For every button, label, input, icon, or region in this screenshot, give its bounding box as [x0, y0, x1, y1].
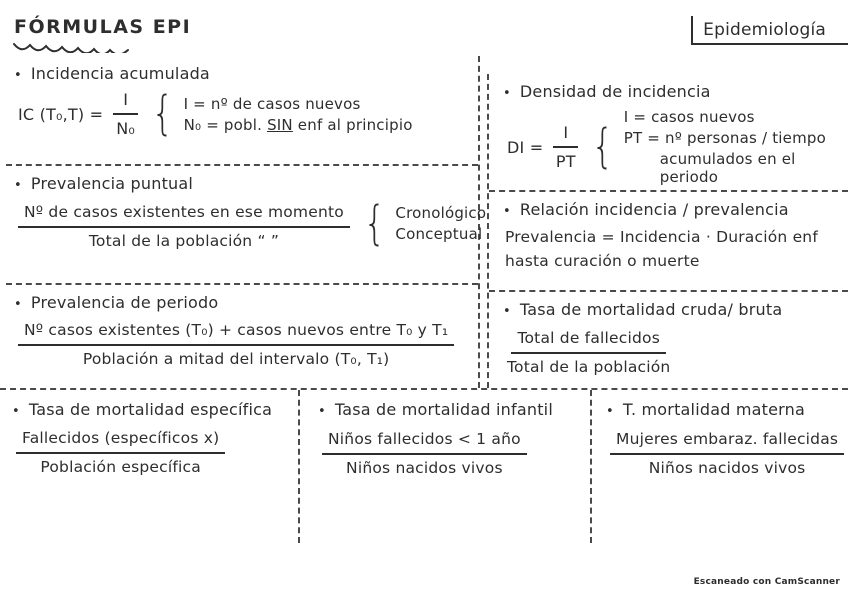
fraction-denominator: Población específica: [40, 458, 201, 476]
fraction-denominator: Población a mitad del intervalo (T₀, T₁): [82, 350, 390, 368]
block-title: Incidencia acumulada: [30, 64, 210, 83]
block-mortalidad-cruda: [489, 292, 848, 388]
block-mortalidad-infantil: [298, 390, 590, 543]
fraction: [113, 90, 138, 138]
scan-watermark: Escaneado con CamScanner: [693, 577, 840, 587]
block-title: Prevalencia puntual: [30, 174, 194, 193]
block-prevalencia-periodo: [6, 285, 478, 388]
fraction: [322, 430, 527, 477]
fraction-denominator: Niños nacidos vivos: [346, 459, 503, 477]
fraction-denominator: N₀: [116, 119, 136, 138]
block-mortalidad-materna: [590, 390, 848, 543]
fraction-denominator: Total de la población: [507, 358, 671, 376]
bullet-icon: •: [503, 204, 511, 219]
definitions: [184, 95, 413, 134]
fraction-numerator: I: [553, 123, 578, 148]
block-prevalencia-puntual: [6, 166, 487, 285]
formula-lhs: IC (T₀,T) =: [18, 104, 104, 124]
fraction: [553, 123, 578, 171]
fraction-numerator: Total de fallecidos: [511, 329, 666, 354]
brace-icon: {: [151, 86, 174, 141]
block-densidad-incidencia: [489, 74, 848, 192]
fraction: [610, 430, 844, 477]
page-title: FÓRMULAS EPI: [14, 16, 192, 38]
fraction-denominator: PT: [555, 152, 576, 171]
bullet-icon: •: [14, 178, 22, 193]
fraction-numerator: Niños fallecidos < 1 año: [322, 430, 527, 455]
definitions: [395, 204, 486, 243]
block-title: Prevalencia de periodo: [30, 293, 219, 312]
definition-line: I = nº de casos nuevos: [183, 94, 361, 113]
brace-icon: {: [363, 195, 386, 250]
definition-line: Conceptual: [395, 225, 483, 243]
definition-line: Cronológico: [395, 204, 487, 222]
block-incidencia-acumulada: [6, 56, 478, 166]
formula-text-line: hasta curación o muerte: [505, 252, 700, 271]
definition-line: I = casos nuevos: [623, 108, 755, 126]
bullet-icon: •: [14, 68, 22, 83]
bottom-row: [0, 388, 848, 543]
block-mortalidad-especifica: [0, 390, 298, 543]
block-title: Tasa de mortalidad infantil: [334, 400, 553, 419]
fraction-numerator: Nº de casos existentes en ese momento: [18, 203, 350, 228]
formula-lhs: DI =: [507, 137, 544, 157]
definition-line: N₀ = pobl. SIN enf al principio: [183, 115, 413, 134]
fraction-numerator: I: [113, 90, 138, 115]
block-title: Tasa de mortalidad cruda/ bruta: [519, 300, 783, 319]
bullet-icon: •: [12, 404, 20, 419]
block-title: Densidad de incidencia: [519, 82, 711, 101]
formula-text-line: Prevalencia = Incidencia · Duración enf: [505, 228, 818, 246]
definition-line: PT = nº personas / tiempo: [623, 129, 826, 147]
bullet-icon: •: [318, 404, 326, 419]
left-column: [6, 56, 487, 388]
fraction-denominator: Total de la población “ ”: [88, 232, 280, 250]
brace-icon: {: [591, 119, 615, 174]
subject-label: Epidemiología: [691, 16, 848, 45]
underlined-word: SIN: [267, 115, 293, 134]
fraction: [507, 329, 670, 376]
bullet-icon: •: [606, 404, 614, 419]
fraction-numerator: Nº casos existentes (T₀) + casos nuevos entre T₀ y T₁: [18, 321, 454, 346]
fraction-denominator: Niños nacidos vivos: [648, 459, 806, 477]
right-column: [487, 74, 848, 388]
definitions: [624, 108, 840, 186]
block-relacion-incidencia-prevalencia: [489, 192, 848, 292]
fraction-numerator: Fallecidos (específicos x): [16, 429, 225, 454]
wavy-underline-icon: [12, 38, 134, 57]
block-title: Tasa de mortalidad específica: [28, 400, 273, 419]
bullet-icon: •: [503, 86, 511, 101]
block-title: T. mortalidad materna: [622, 400, 805, 419]
fraction: [18, 203, 350, 250]
definition-line: acumulados en el periodo: [659, 150, 796, 186]
block-title: Relación incidencia / prevalencia: [519, 200, 789, 219]
bullet-icon: •: [14, 297, 22, 312]
fraction: [18, 321, 454, 368]
bullet-icon: •: [503, 304, 511, 319]
fraction-numerator: Mujeres embaraz. fallecidas: [610, 430, 844, 455]
fraction: [16, 429, 225, 476]
